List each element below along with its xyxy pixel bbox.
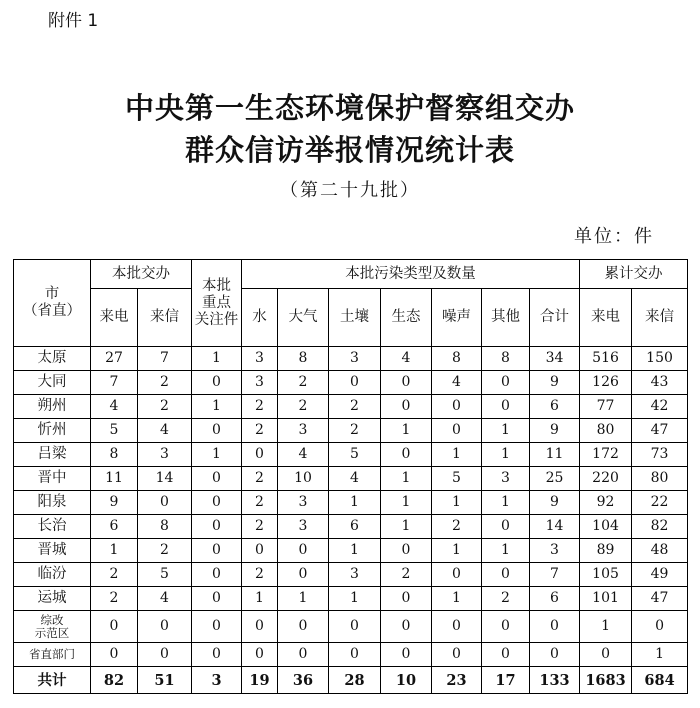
row-cell: 36: [278, 667, 329, 694]
row-cell: 0: [530, 611, 580, 643]
row-name: 长治: [14, 515, 91, 539]
row-cell: 6: [91, 515, 138, 539]
row-cell: 1: [329, 587, 381, 611]
row-cell: 0: [432, 643, 482, 667]
row-cell: 34: [530, 347, 580, 371]
row-cell: 0: [381, 643, 432, 667]
row-cell: 2: [329, 395, 381, 419]
row-cell: 0: [192, 611, 242, 643]
row-cell: 0: [242, 611, 278, 643]
row-name: 忻州: [14, 419, 91, 443]
row-cell: 1: [482, 491, 530, 515]
row-cell: 0: [482, 611, 530, 643]
row-cell: 5: [138, 563, 192, 587]
row-name: 阳泉: [14, 491, 91, 515]
row-name: 吕梁: [14, 443, 91, 467]
row-cell: 0: [432, 611, 482, 643]
row-name: 晋中: [14, 467, 91, 491]
row-cell: 0: [432, 563, 482, 587]
row-cell: 0: [632, 611, 688, 643]
row-name: 省直部门: [14, 643, 91, 667]
row-cell: 9: [530, 371, 580, 395]
row-cell: 2: [138, 395, 192, 419]
row-cell: 2: [91, 587, 138, 611]
table-body: [14, 347, 688, 694]
row-cell: 17: [482, 667, 530, 694]
row-cell: 1: [381, 491, 432, 515]
row-cell: 0: [192, 563, 242, 587]
row-cell: 4: [138, 587, 192, 611]
unit-label: 单位：件: [574, 226, 654, 247]
row-cell: 8: [432, 347, 482, 371]
row-cell: 0: [138, 643, 192, 667]
statistics-table: [13, 259, 688, 694]
row-cell: 0: [242, 539, 278, 563]
row-cell: 3: [192, 667, 242, 694]
row-cell: 1: [432, 587, 482, 611]
row-cell: 7: [530, 563, 580, 587]
row-cell: 3: [138, 443, 192, 467]
row-cell: 0: [381, 395, 432, 419]
row-cell: 0: [91, 611, 138, 643]
row-cell: 0: [242, 643, 278, 667]
row-cell: 0: [192, 419, 242, 443]
row-cell: 1: [192, 347, 242, 371]
row-cell: 5: [329, 443, 381, 467]
row-cell: 104: [580, 515, 632, 539]
row-cell: 1: [432, 443, 482, 467]
row-cell: 14: [138, 467, 192, 491]
row-name: 大同: [14, 371, 91, 395]
row-cell: 2: [381, 563, 432, 587]
row-cell: 1: [381, 419, 432, 443]
row-cell: 1: [381, 467, 432, 491]
row-cell: 0: [482, 643, 530, 667]
row-cell: 1: [242, 587, 278, 611]
row-cell: 2: [242, 515, 278, 539]
table-row: [14, 643, 688, 667]
row-cell: 9: [91, 491, 138, 515]
row-name: 临汾: [14, 563, 91, 587]
row-cell: 82: [632, 515, 688, 539]
row-cell: 23: [432, 667, 482, 694]
row-cell: 0: [482, 563, 530, 587]
row-cell: 0: [530, 643, 580, 667]
row-name: 晋城: [14, 539, 91, 563]
table-row: [14, 395, 688, 419]
attachment-label: 附件 1: [48, 11, 99, 31]
row-cell: 1: [432, 491, 482, 515]
row-cell: 0: [91, 643, 138, 667]
row-cell: 0: [381, 443, 432, 467]
header-letter: 来信: [138, 289, 192, 347]
row-cell: 3: [278, 515, 329, 539]
row-cell: 2: [432, 515, 482, 539]
row-cell: 47: [632, 587, 688, 611]
header-phone: 来电: [91, 289, 138, 347]
header-focus-line1: 本批: [202, 277, 231, 294]
row-cell: 3: [482, 467, 530, 491]
row-cell: 49: [632, 563, 688, 587]
header-air: 大气: [278, 289, 329, 347]
row-cell: 1: [432, 539, 482, 563]
row-cell: 2: [91, 563, 138, 587]
row-cell: 5: [91, 419, 138, 443]
row-cell: 2: [242, 491, 278, 515]
header-city: [14, 260, 91, 347]
row-cell: 11: [530, 443, 580, 467]
row-cell: 8: [278, 347, 329, 371]
row-cell: 105: [580, 563, 632, 587]
row-cell: 0: [138, 491, 192, 515]
header-batch-focus: [192, 260, 242, 347]
header-subtotal: 合计: [530, 289, 580, 347]
header-cum-phone: 来电: [580, 289, 632, 347]
title-line-1: 中央第一生态环境保护督察组交办: [124, 91, 575, 125]
row-cell: 2: [242, 467, 278, 491]
row-cell: 684: [632, 667, 688, 694]
row-cell: 0: [278, 611, 329, 643]
row-cell: 220: [580, 467, 632, 491]
row-cell: 172: [580, 443, 632, 467]
header-batch-assigned: 本批交办: [91, 260, 192, 289]
row-cell: 0: [192, 539, 242, 563]
row-name: 朔州: [14, 395, 91, 419]
row-cell: 43: [632, 371, 688, 395]
row-cell: 0: [192, 515, 242, 539]
row-cell: 6: [329, 515, 381, 539]
row-cell: 2: [138, 539, 192, 563]
header-noise: 噪声: [432, 289, 482, 347]
table-row: [14, 443, 688, 467]
row-cell: 92: [580, 491, 632, 515]
row-cell: 4: [432, 371, 482, 395]
row-cell: 51: [138, 667, 192, 694]
row-cell: 9: [530, 419, 580, 443]
table-row: [14, 347, 688, 371]
row-cell: 2: [242, 419, 278, 443]
row-cell: 7: [91, 371, 138, 395]
row-cell: 7: [138, 347, 192, 371]
row-cell: 1: [381, 515, 432, 539]
table-row: [14, 515, 688, 539]
row-cell: 14: [530, 515, 580, 539]
row-cell: 28: [329, 667, 381, 694]
table-row: [14, 491, 688, 515]
row-cell: 516: [580, 347, 632, 371]
row-cell: 27: [91, 347, 138, 371]
row-cell: 73: [632, 443, 688, 467]
row-cell: 3: [329, 563, 381, 587]
row-cell: 2: [329, 419, 381, 443]
table-row: [14, 371, 688, 395]
row-cell: 6: [530, 587, 580, 611]
batch-label: （第二十九批）: [280, 180, 420, 201]
row-cell: 2: [482, 587, 530, 611]
row-cell: 2: [138, 371, 192, 395]
row-cell: 8: [91, 443, 138, 467]
row-cell: 82: [91, 667, 138, 694]
row-cell: 0: [278, 643, 329, 667]
row-cell: 0: [381, 587, 432, 611]
row-cell: 1: [482, 419, 530, 443]
row-cell: 80: [632, 467, 688, 491]
table-row: [14, 419, 688, 443]
row-name: 共计: [14, 667, 91, 694]
table-row: [14, 467, 688, 491]
row-name: [14, 611, 91, 643]
table-row: [14, 563, 688, 587]
row-cell: 47: [632, 419, 688, 443]
row-cell: 0: [192, 643, 242, 667]
row-cell: 0: [381, 539, 432, 563]
row-cell: 77: [580, 395, 632, 419]
row-cell: 0: [329, 643, 381, 667]
row-cell: 0: [242, 443, 278, 467]
row-cell: 0: [329, 611, 381, 643]
row-cell: 3: [242, 347, 278, 371]
row-cell: 0: [482, 371, 530, 395]
row-cell: 48: [632, 539, 688, 563]
header-city-line1: 市: [44, 286, 60, 302]
row-cell: 89: [580, 539, 632, 563]
row-cell: 0: [192, 491, 242, 515]
row-cell: 3: [242, 371, 278, 395]
header-water: 水: [242, 289, 278, 347]
row-cell: 4: [329, 467, 381, 491]
row-cell: 1683: [580, 667, 632, 694]
row-cell: 0: [138, 611, 192, 643]
row-name-line1: 综改: [40, 612, 64, 627]
row-cell: 1: [580, 611, 632, 643]
row-cell: 0: [580, 643, 632, 667]
row-cell: 10: [381, 667, 432, 694]
row-cell: 9: [530, 491, 580, 515]
row-cell: 0: [192, 371, 242, 395]
row-cell: 3: [278, 491, 329, 515]
row-cell: 2: [242, 395, 278, 419]
header-cumulative: 累计交办: [580, 260, 688, 289]
row-cell: 1: [278, 587, 329, 611]
header-city-line2: （省直）: [23, 303, 81, 319]
row-cell: 4: [278, 443, 329, 467]
row-cell: 0: [192, 467, 242, 491]
row-cell: 1: [482, 539, 530, 563]
row-name: 运城: [14, 587, 91, 611]
table-row: [14, 611, 688, 643]
total-row: [14, 667, 688, 694]
table-row: [14, 587, 688, 611]
row-cell: 0: [432, 395, 482, 419]
row-cell: 2: [278, 395, 329, 419]
row-cell: 0: [192, 587, 242, 611]
row-cell: 2: [242, 563, 278, 587]
row-cell: 3: [329, 347, 381, 371]
row-cell: 0: [381, 611, 432, 643]
row-name-line2: 示范区: [34, 625, 70, 640]
row-cell: 1: [482, 443, 530, 467]
row-cell: 101: [580, 587, 632, 611]
row-cell: 4: [91, 395, 138, 419]
row-cell: 22: [632, 491, 688, 515]
row-cell: 42: [632, 395, 688, 419]
row-cell: 5: [432, 467, 482, 491]
row-cell: 1: [192, 443, 242, 467]
row-cell: 1: [329, 491, 381, 515]
row-cell: 8: [138, 515, 192, 539]
row-cell: 1: [91, 539, 138, 563]
row-cell: 8: [482, 347, 530, 371]
row-cell: 133: [530, 667, 580, 694]
table-row: [14, 539, 688, 563]
row-cell: 0: [482, 395, 530, 419]
row-cell: 80: [580, 419, 632, 443]
row-cell: 19: [242, 667, 278, 694]
row-cell: 0: [432, 419, 482, 443]
row-cell: 0: [278, 539, 329, 563]
header-pollution: 本批污染类型及数量: [242, 260, 580, 289]
header-focus-line3: 关注件: [194, 311, 239, 328]
row-cell: 25: [530, 467, 580, 491]
header-soil: 土壤: [329, 289, 381, 347]
row-cell: 3: [278, 419, 329, 443]
row-cell: 150: [632, 347, 688, 371]
row-cell: 6: [530, 395, 580, 419]
title-line-2: 群众信访举报情况统计表: [184, 133, 515, 167]
row-cell: 0: [482, 515, 530, 539]
header-other: 其他: [482, 289, 530, 347]
row-cell: 4: [138, 419, 192, 443]
row-cell: 0: [329, 371, 381, 395]
header-focus-line2: 重点: [202, 294, 231, 311]
header-ecology: 生态: [381, 289, 432, 347]
header-cum-letter: 来信: [632, 289, 688, 347]
row-cell: 2: [278, 371, 329, 395]
row-cell: 3: [530, 539, 580, 563]
row-name: 太原: [14, 347, 91, 371]
row-cell: 1: [329, 539, 381, 563]
row-cell: 126: [580, 371, 632, 395]
row-cell: 4: [381, 347, 432, 371]
row-cell: 0: [381, 371, 432, 395]
row-cell: 1: [632, 643, 688, 667]
row-cell: 11: [91, 467, 138, 491]
row-cell: 10: [278, 467, 329, 491]
row-cell: 0: [278, 563, 329, 587]
row-cell: 1: [192, 395, 242, 419]
